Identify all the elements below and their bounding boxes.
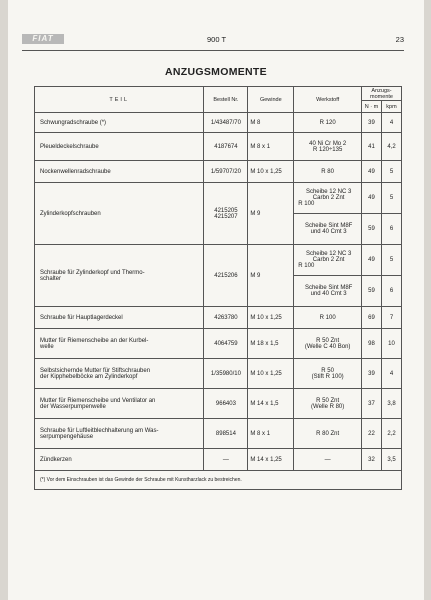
- kpm-cell: 4: [381, 113, 401, 133]
- kpm-cell: 5: [381, 245, 401, 276]
- page-number: 23: [395, 35, 404, 44]
- table-row: [35, 133, 402, 161]
- torque-table: [34, 86, 402, 490]
- werkstoff-cell: —: [294, 449, 362, 471]
- col-kpm: kpm: [381, 101, 401, 113]
- bestell-cell: 1/43487/70: [204, 113, 248, 133]
- werkstoff-cell: [294, 276, 362, 307]
- table-row: [35, 161, 402, 183]
- gewinde-cell: M 10 x 1,25: [248, 307, 294, 329]
- table-row: [35, 449, 402, 471]
- werkstoff-cell: [294, 214, 362, 245]
- kpm-cell: 2,2: [381, 419, 401, 449]
- bestell-cell: 4215206: [204, 245, 248, 307]
- nm-cell: 39: [362, 359, 382, 389]
- bestell-cell: 898514: [204, 419, 248, 449]
- table-row: [35, 113, 402, 133]
- bestell-cell: 1/59707/20: [204, 161, 248, 183]
- werkstoff-cell: 40 Ni Cr Mo 2 R 120÷135: [294, 133, 362, 161]
- werkstoff-cell: R 80: [294, 161, 362, 183]
- model-name: 900 T: [207, 35, 227, 44]
- nm-cell: 49: [362, 183, 382, 214]
- col-nm: N · m: [362, 101, 382, 113]
- kpm-cell: 4: [381, 359, 401, 389]
- gewinde-cell: M 10 x 1,25: [248, 359, 294, 389]
- fiat-logo: FIAT: [22, 34, 64, 44]
- werkstoff-cell: R 120: [294, 113, 362, 133]
- table-row: [35, 329, 402, 359]
- nm-cell: 49: [362, 161, 382, 183]
- nm-cell: 37: [362, 389, 382, 419]
- werkstoff-text: Scheibe 12 NC 3 Carbn 2 Znt: [305, 251, 352, 263]
- werkstoff-cell: R 50 (Stift R 100): [294, 359, 362, 389]
- kpm-cell: 3,8: [381, 389, 401, 419]
- bestell-cell: 4263780: [204, 307, 248, 329]
- werkstoff-cell: R 50 Znt (Welle R 80): [294, 389, 362, 419]
- teil-cell: Schwungradschraube (*): [35, 113, 204, 133]
- werkstoff-text: Scheibe 12 NC 3 Carbn 2 Znt: [305, 189, 352, 201]
- footnote: (*) Vor dem Einschrauben ist das Gewinde der Schraube mit Kunstharzlack zu bestreichen.: [35, 471, 402, 490]
- table-row: [35, 183, 402, 214]
- col-teil: TEIL: [35, 87, 204, 113]
- nm-cell: 32: [362, 449, 382, 471]
- bestell-cell: 4187674: [204, 133, 248, 161]
- kpm-cell: 6: [381, 214, 401, 245]
- werkstoff-cell: R 50 Znt (Welle C 40 Bon): [294, 329, 362, 359]
- gewinde-cell: M 10 x 1,25: [248, 161, 294, 183]
- table-row: [35, 419, 402, 449]
- teil-cell: Mutter für Riemenscheibe an der Kurbel- welle: [35, 329, 204, 359]
- werkstoff-cell: [294, 245, 362, 276]
- nm-cell: 39: [362, 113, 382, 133]
- werkstoff-text: Scheibe Sint M8F und 40 Cmt 3: [304, 285, 353, 297]
- table-row: [35, 245, 402, 276]
- page-header: [22, 34, 404, 48]
- gewinde-cell: M 9: [248, 245, 294, 307]
- header-divider: [22, 50, 404, 51]
- gewinde-cell: M 8 x 1: [248, 419, 294, 449]
- nm-cell: 59: [362, 214, 382, 245]
- teil-cell: Zündkerzen: [35, 449, 204, 471]
- teil-cell: Selbstsichernde Mutter für Stiftschrauben der Kipphebelböcke am Zylinderkopf: [35, 359, 204, 389]
- werkstoff-extra: R 100: [298, 201, 315, 207]
- teil-cell: Nockenwellenradschraube: [35, 161, 204, 183]
- teil-cell: Schraube für Hauptlagerdeckel: [35, 307, 204, 329]
- teil-cell: Mutter für Riemenscheibe und Ventilator an der Wasserpumpenwelle: [35, 389, 204, 419]
- gewinde-cell: M 8: [248, 113, 294, 133]
- gewinde-cell: M 14 x 1,25: [248, 449, 294, 471]
- kpm-cell: 4,2: [381, 133, 401, 161]
- col-anzugsmomente: Anzugs- momente: [362, 87, 402, 101]
- teil-cell: Schraube für Luftleitblechhalterung am Was- serpumpengehäuse: [35, 419, 204, 449]
- table-row: [35, 307, 402, 329]
- gewinde-cell: M 8 x 1: [248, 133, 294, 161]
- nm-cell: 69: [362, 307, 382, 329]
- bestell-cell: 4064759: [204, 329, 248, 359]
- bestell-cell: —: [204, 449, 248, 471]
- kpm-cell: 7: [381, 307, 401, 329]
- col-werkstoff: Werkstoff: [294, 87, 362, 113]
- nm-cell: 59: [362, 276, 382, 307]
- gewinde-cell: M 14 x 1,5: [248, 389, 294, 419]
- page-title: ANZUGSMOMENTE: [165, 66, 267, 78]
- nm-cell: 22: [362, 419, 382, 449]
- bestell-cell: 4215205 4215207: [204, 183, 248, 245]
- gewinde-cell: M 9: [248, 183, 294, 245]
- gewinde-cell: M 18 x 1,5: [248, 329, 294, 359]
- kpm-cell: 10: [381, 329, 401, 359]
- teil-cell: Zylinderkopfschrauben: [35, 183, 204, 245]
- manual-page: [8, 0, 424, 600]
- werkstoff-cell: [294, 183, 362, 214]
- werkstoff-extra: R 100: [298, 263, 315, 269]
- bestell-cell: 966403: [204, 389, 248, 419]
- nm-cell: 49: [362, 245, 382, 276]
- kpm-cell: 5: [381, 183, 401, 214]
- kpm-cell: 5: [381, 161, 401, 183]
- werkstoff-text: Scheibe Sint M8F und 40 Cmt 3: [304, 223, 353, 235]
- werkstoff-cell: R 80 Znt: [294, 419, 362, 449]
- kpm-cell: 3,5: [381, 449, 401, 471]
- col-gewinde: Gewinde: [248, 87, 294, 113]
- werkstoff-cell: R 100: [294, 307, 362, 329]
- col-bestell: Bestell Nr.: [204, 87, 248, 113]
- teil-cell: Schraube für Zylinderkopf und Thermo- schalter: [35, 245, 204, 307]
- table-row: [35, 389, 402, 419]
- nm-cell: 98: [362, 329, 382, 359]
- teil-cell: Pleueldeckelschraube: [35, 133, 204, 161]
- table-row: [35, 359, 402, 389]
- bestell-cell: 1/35980/10: [204, 359, 248, 389]
- kpm-cell: 6: [381, 276, 401, 307]
- nm-cell: 41: [362, 133, 382, 161]
